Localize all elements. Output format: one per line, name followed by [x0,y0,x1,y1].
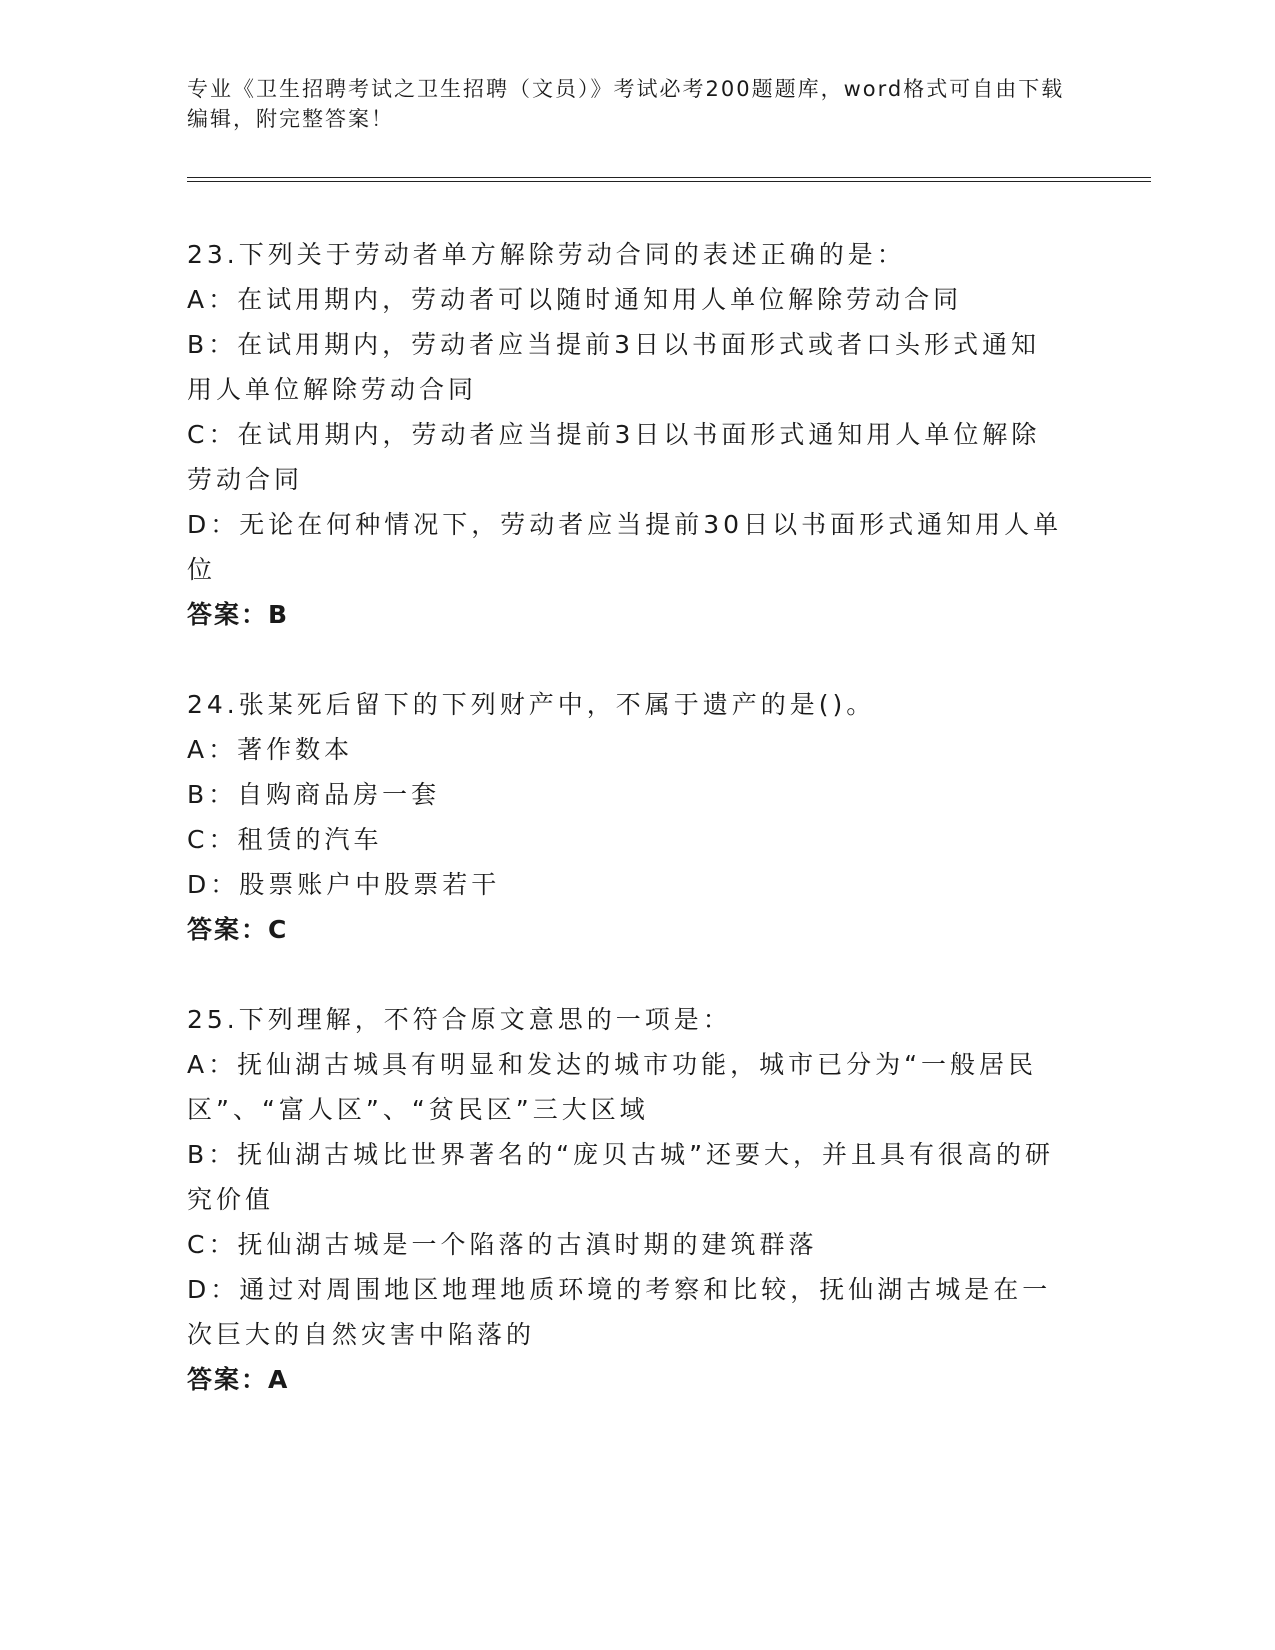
question-stem: 25.下列理解，不符合原文意思的一项是： [187,1005,732,1034]
answer: 答案：A [187,1365,290,1394]
option-d: D：无论在何种情况下，劳动者应当提前30日以书面形式通知用人单位 [187,510,1063,584]
option-a: A：著作数本 [187,735,354,764]
option-b: B：抚仙湖古城比世界著名的“庞贝古城”还要大，并且具有很高的研究价值 [187,1140,1055,1214]
header-divider-bottom [187,181,1151,182]
option-b: B：自购商品房一套 [187,780,441,809]
option-a: A：抚仙湖古城具有明显和发达的城市功能，城市已分为“一般居民区”、“富人区”、“贫民区”三大区域 [187,1050,1038,1124]
option-d: D：通过对周围地区地理地质环境的考察和比较，抚仙湖古城是在一次巨大的自然灾害中陷落的 [187,1275,1052,1349]
answer: 答案：C [187,915,289,944]
question-list [187,232,1067,1447]
document-header: 专业《卫生招聘考试之卫生招聘（文员）》考试必考200题题库，word格式可自由下载编辑，附完整答案！ [187,77,1065,131]
question-stem: 23.下列关于劳动者单方解除劳动合同的表述正确的是： [187,240,906,269]
header-divider-top [187,177,1151,178]
question-24 [187,682,1067,952]
question-23 [187,232,1067,637]
option-c: C：抚仙湖古城是一个陷落的古滇时期的建筑群落 [187,1230,818,1259]
option-b: B：在试用期内，劳动者应当提前3日以书面形式或者口头形式通知用人单位解除劳动合同 [187,330,1041,404]
option-a: A：在试用期内，劳动者可以随时通知用人单位解除劳动合同 [187,285,963,314]
option-c: C：租赁的汽车 [187,825,383,854]
question-25 [187,997,1067,1402]
option-c: C：在试用期内，劳动者应当提前3日以书面形式通知用人单位解除劳动合同 [187,420,1041,494]
question-stem: 24.张某死后留下的下列财产中，不属于遗产的是()。 [187,690,876,719]
option-d: D：股票账户中股票若干 [187,870,501,899]
answer: 答案：B [187,600,290,629]
